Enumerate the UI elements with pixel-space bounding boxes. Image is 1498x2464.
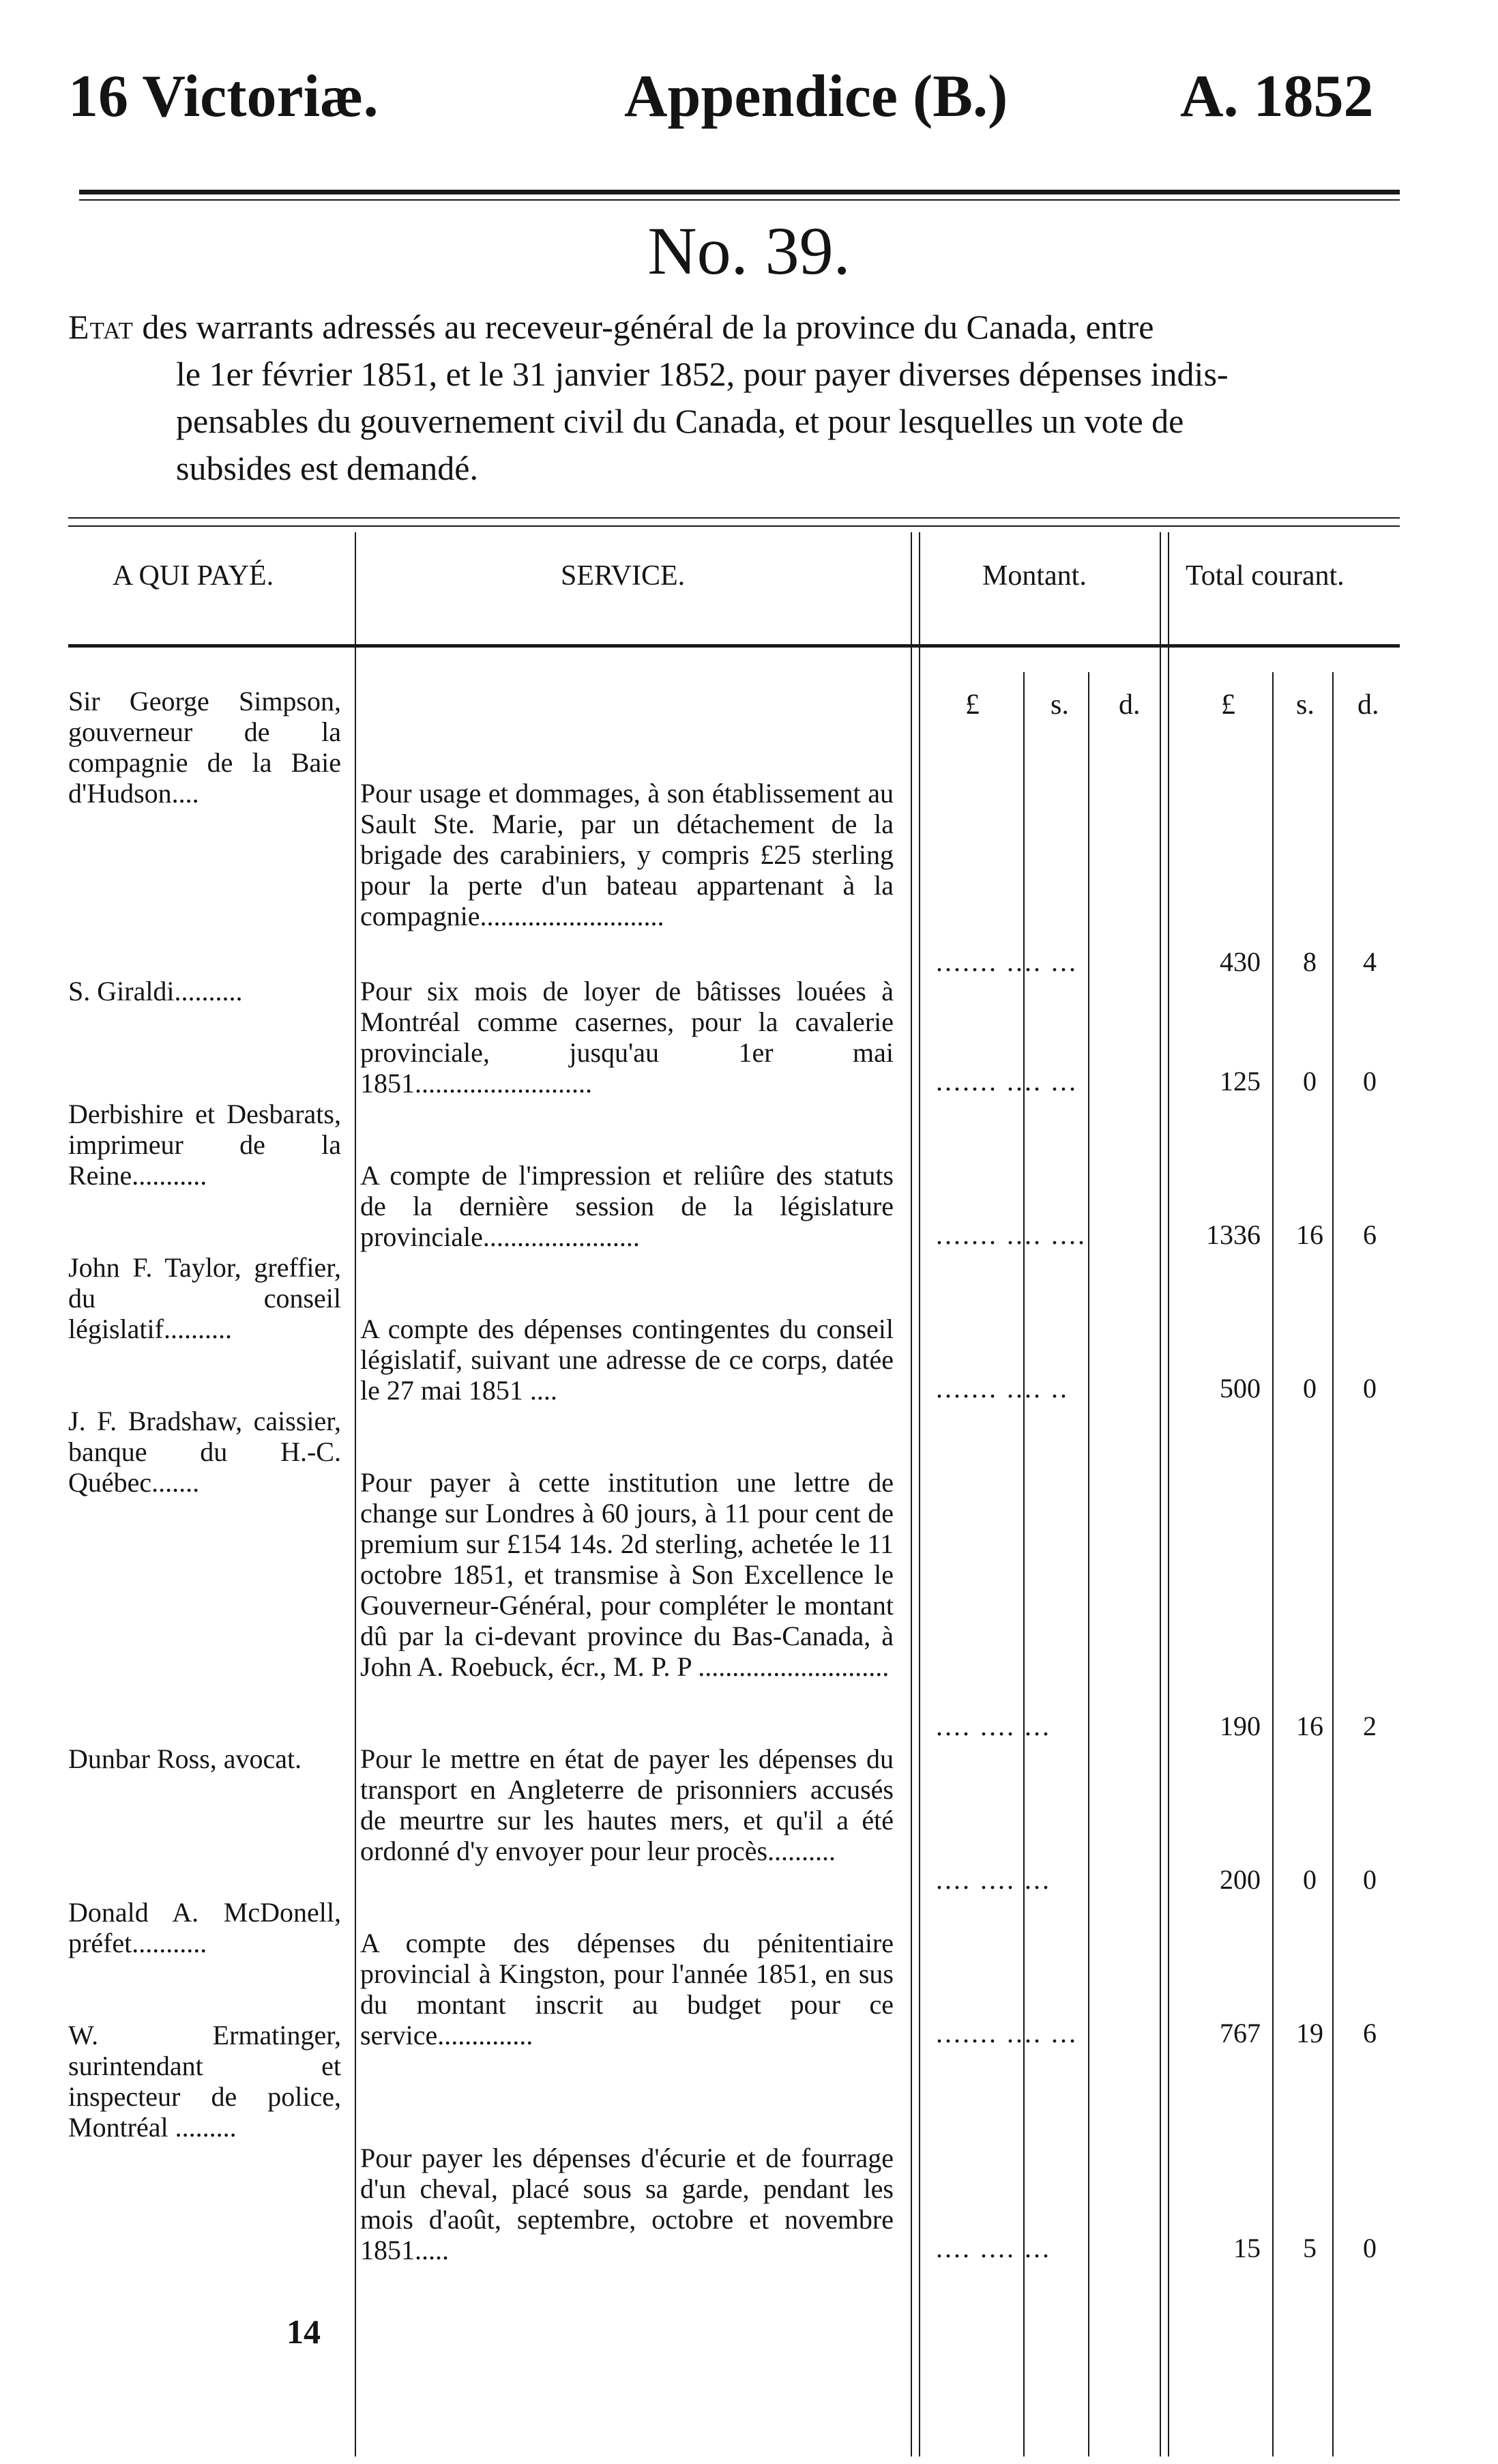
row-7-total-pence: 6 (1363, 2018, 1377, 2048)
intro-paragraph (68, 304, 1398, 492)
unit-total-shillings: s. (1296, 689, 1315, 721)
row-4-amount-dots: ....... .... .. (936, 1373, 1069, 1404)
row-1-total-pounds: 430 (1220, 946, 1261, 977)
row-2-service: Pour six mois de loyer de bâtisses louées à Montréal comme casernes, pour la cavalerie provinciale, jusqu'au 1er mai 1851.......................... (360, 976, 894, 1099)
table-top-rule-1 (68, 517, 1400, 519)
row-5-payee: J. F. Bradshaw, caissier, banque du H.-C. Québec....... (68, 1406, 341, 1498)
row-4-total-pence: 0 (1363, 1373, 1377, 1404)
column-divider-service-a (911, 532, 912, 2456)
row-1-payee: Sir George Simpson, gouverneur de la compagnie de la Baie d'Hudson.... (68, 686, 341, 809)
column-divider-pounds (1023, 672, 1025, 2456)
row-5-total-pence: 2 (1363, 1711, 1377, 1741)
row-4-payee: John F. Taylor, greffier, du conseil législatif.......... (68, 1252, 341, 1344)
unit-amount-pence: d. (1119, 689, 1141, 721)
unit-amount-shillings: s. (1051, 689, 1069, 721)
row-3-payee: Derbishire et Desbarats, imprimeur de la Reine........... (68, 1099, 341, 1191)
row-2-payee: S. Giraldi.......... (68, 976, 243, 1006)
column-divider-payee (355, 532, 356, 2456)
row-6-total-shillings: 0 (1303, 1864, 1317, 1895)
document-number: No. 39. (647, 213, 851, 289)
intro-line-3: pensables du gouvernement civil du Canada, et pour lesquelles un vote de (176, 402, 1184, 440)
unit-amount-pounds: £ (965, 689, 980, 721)
column-divider-total-pounds (1272, 672, 1274, 2456)
row-7-service: A compte des dépenses du pénitentiaire provincial à Kingston, pour l'année 1851, en sus du montant inscrit au budget pour ce service.............. (360, 1928, 894, 2050)
row-5-service: Pour payer à cette institution une lettre de change sur Londres à 60 jours, à 11 pour cent de premium sur £154 14s. 2d sterling, achetée le 11 octobre 1851, et transmise à Son Excellence le Gouverneur-Général, pour compléter le montant dû par la ci-devant province du Bas-Canada, à John A. Roebuck, écr., M. P. P ............................ (360, 1467, 894, 1682)
row-2-total-shillings: 0 (1303, 1066, 1317, 1097)
row-1-total-pence: 4 (1363, 946, 1377, 977)
row-1-total-shillings: 8 (1303, 946, 1317, 977)
row-4-service: A compte des dépenses contingentes du conseil législatif, suivant une adresse de ce corps, datée le 27 mai 1851 .... (360, 1314, 894, 1406)
row-8-total-shillings: 5 (1303, 2233, 1317, 2263)
unit-total-pence: d. (1357, 689, 1379, 721)
column-divider-service-b (919, 532, 920, 2456)
header-rule-thick (79, 190, 1400, 194)
row-5-total-pounds: 190 (1220, 1711, 1261, 1741)
row-5-total-shillings: 16 (1296, 1711, 1323, 1741)
column-heading-total: Total courant. (1186, 560, 1345, 592)
row-6-payee: Dunbar Ross, avocat. (68, 1743, 302, 1774)
row-5-amount-dots: .... .... ... (936, 1711, 1051, 1741)
row-4-total-pounds: 500 (1220, 1373, 1261, 1404)
row-8-service: Pour payer les dépenses d'écurie et de fourrage d'un cheval, placé sous sa garde, pendant les mois d'août, septembre, octobre et novembre 1851..... (360, 2143, 894, 2265)
table-top-rule-2 (68, 525, 1400, 527)
header-center: Appendice (B.) (624, 63, 1008, 130)
row-7-amount-dots: ....... .... ... (936, 2018, 1078, 2048)
row-2-total-pence: 0 (1363, 1066, 1377, 1097)
page-number: 14 (287, 2313, 321, 2351)
row-1-service: Pour usage et dommages, à son établissement au Sault Ste. Marie, par un détachement de la brigade des carabiniers, y compris £25 sterling pour la perte d'un bateau appartenant à la compagnie........................... (360, 778, 894, 931)
row-7-payee: Donald A. McDonell, préfet........... (68, 1897, 341, 1958)
row-7-total-pounds: 767 (1220, 2018, 1261, 2048)
intro-line-1-text: des warrants adressés au receveur-général de la province du Canada, entre (133, 308, 1154, 346)
row-3-total-pounds: 1336 (1206, 1219, 1261, 1250)
row-2-total-pounds: 125 (1220, 1066, 1261, 1097)
column-divider-amount-b (1168, 532, 1169, 2456)
column-heading-service: SERVICE. (561, 560, 686, 592)
row-4-total-shillings: 0 (1303, 1373, 1317, 1404)
row-3-service: A compte de l'impression et reliûre des statuts de la dernière session de la législature provinciale....................... (360, 1160, 894, 1252)
column-divider-total-shillings (1332, 672, 1334, 2456)
row-3-amount-dots: ....... .... .... (936, 1219, 1087, 1250)
row-3-total-pence: 6 (1363, 1219, 1377, 1250)
intro-line-4: subsides est demandé. (176, 449, 478, 487)
row-6-service: Pour le mettre en état de payer les dépenses du transport en Angleterre de prisonniers accusés de meurtre sur les hautes mers, et qu'il a été ordonné d'y envoyer pour leur procès.......... (360, 1743, 894, 1866)
row-6-total-pence: 0 (1363, 1864, 1377, 1895)
column-divider-shillings (1088, 672, 1089, 2456)
row-6-amount-dots: .... .... ... (936, 1864, 1051, 1895)
row-8-total-pounds: 15 (1233, 2233, 1261, 2263)
table-head-rule (68, 644, 1400, 648)
row-1-amount-dots: ....... .... ... (936, 946, 1078, 977)
column-heading-payee: A QUI PAYÉ. (113, 560, 274, 592)
row-8-amount-dots: .... .... ... (936, 2233, 1051, 2263)
row-3-total-shillings: 16 (1296, 1219, 1323, 1250)
column-heading-amount: Montant. (982, 560, 1087, 592)
intro-line-2: le 1er février 1851, et le 31 janvier 1852, pour payer diverses dépenses indis- (176, 355, 1229, 393)
row-6-total-pounds: 200 (1220, 1864, 1261, 1895)
header-right: A. 1852 (1180, 63, 1374, 130)
intro-lead: Etat (68, 308, 134, 346)
row-2-amount-dots: ....... .... ... (936, 1066, 1078, 1097)
intro-line-1 (68, 304, 1398, 351)
unit-total-pounds: £ (1221, 689, 1235, 721)
row-8-payee: W. Ermatinger, surintendant et inspecteur de police, Montréal ......... (68, 2020, 341, 2143)
header-left: 16 Victoriæ. (68, 63, 379, 130)
row-7-total-shillings: 19 (1296, 2018, 1323, 2048)
column-divider-amount-a (1160, 532, 1161, 2456)
row-8-total-pence: 0 (1363, 2233, 1377, 2263)
header-rule-thin (79, 199, 1400, 201)
